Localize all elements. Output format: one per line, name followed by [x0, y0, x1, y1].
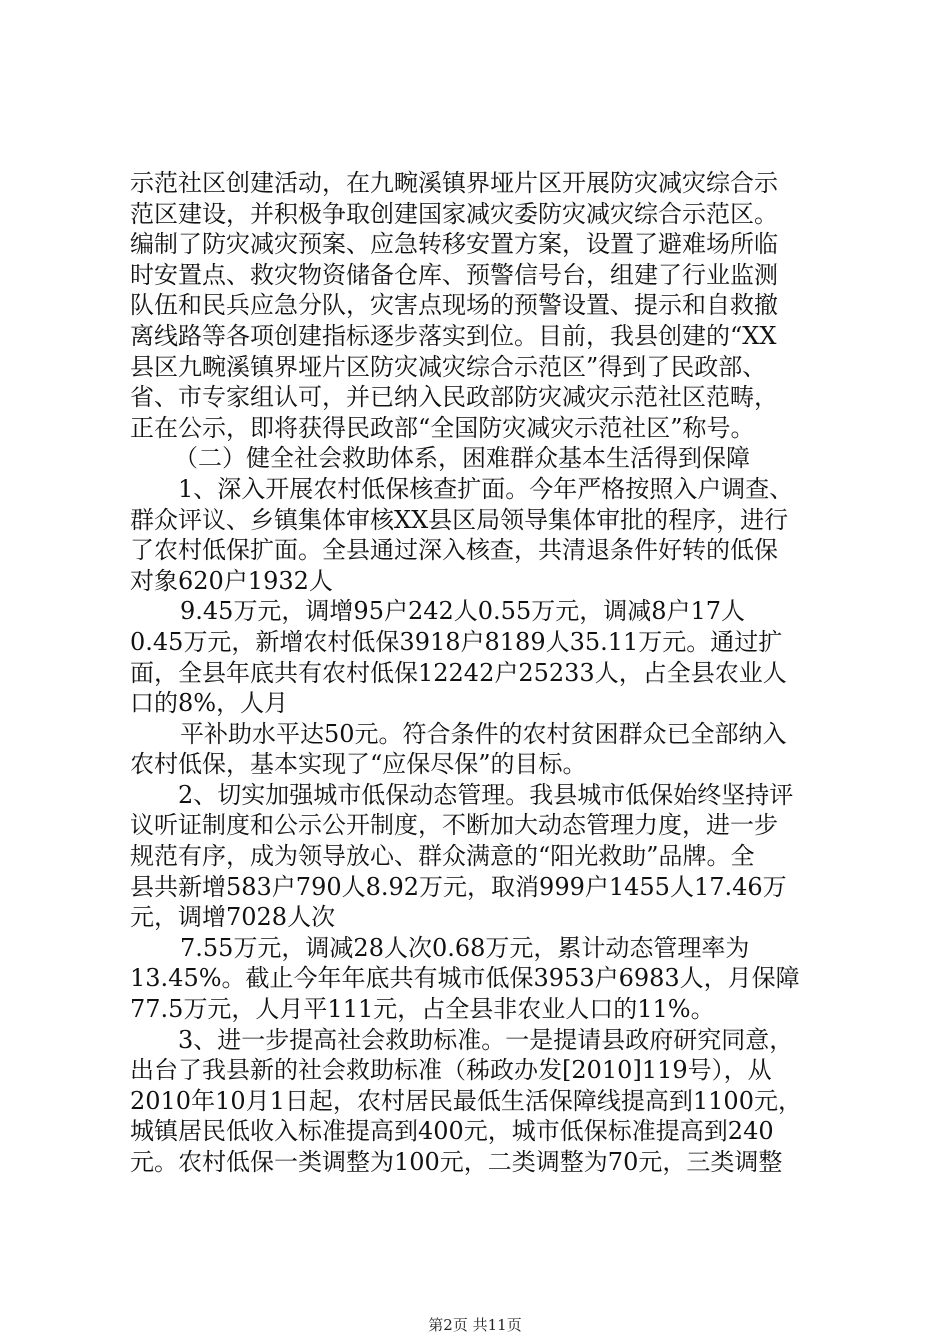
text-line: 队伍和民兵应急分队，灾害点现场的预警设置、提示和自救撤 [130, 291, 778, 320]
text-line: 口的8%，人月 [130, 689, 289, 718]
text-line: 元。农村低保一类调整为100元，二类调整为70元，三类调整 [130, 1148, 783, 1176]
text-line: 元，调增7028人次 [130, 903, 336, 932]
text-line: 0.45万元，新增农村低保3918户8189人35.11万元。通过扩 [130, 627, 783, 656]
text-line: （二）健全社会救助体系，困难群众基本生活得到保障 [174, 444, 750, 473]
text-line: 13.45%。截止今年年底共有城市低保3953户6983人，月保障 [130, 964, 800, 993]
text-line: 离线路等各项创建指标逐步落实到位。目前，我县创建的“XX [130, 321, 777, 350]
text-line: 县共新增583户790人8.92万元，取消999户1455人17.46万 [130, 872, 787, 901]
document-body [130, 168, 830, 1178]
text-line: 省、市专家组认可，并已纳入民政部防灾减灾示范社区范畴， [130, 383, 778, 412]
text-line: 时安置点、救灾物资储备仓库、预警信号台，组建了行业监测 [130, 260, 778, 289]
text-line: 2、切实加强城市低保动态管理。我县城市低保始终坚持评 [178, 780, 794, 809]
text-line: 面，全县年底共有农村低保12242户25233人，占全县农业人 [130, 658, 787, 687]
text-line: 编制了防灾减灾预案、应急转移安置方案，设置了避难场所临 [130, 230, 778, 259]
text-line: 7.55万元，调减28人次0.68万元，累计动态管理率为 [180, 933, 750, 962]
text-line: 出台了我县新的社会救助标准（秭政办发[2010]119号），从 [130, 1056, 772, 1085]
text-line: 2010年10月1日起，农村居民最低生活保障线提高到1100元， [130, 1086, 802, 1115]
text-line: 了农村低保扩面。全县通过深入核查，共清退条件好转的低保 [130, 536, 778, 565]
text-line: 规范有序，成为领导放心、群众满意的“阳光救助”品牌。全 [130, 842, 755, 871]
page-footer: 第2页 共11页 [428, 1316, 522, 1334]
text-line: 县区九畹溪镇界垭片区防灾减灾综合示范区”得到了民政部、 [130, 352, 767, 381]
text-line: 群众评议、乡镇集体审核XX县区局领导集体审批的程序，进行 [130, 505, 789, 534]
text-line: 9.45万元，调增95户242人0.55万元，调减8户17人 [180, 597, 746, 626]
text-line: 3、进一步提高社会救助标准。一是提请县政府研究同意， [178, 1025, 794, 1054]
text-line: 正在公示，即将获得民政部“全国防灾减灾示范社区”称号。 [130, 413, 755, 442]
text-line: 范区建设，并积极争取创建国家减灾委防灾减灾综合示范区。 [130, 199, 778, 228]
text-line: 1、深入开展农村低保核查扩面。今年严格按照入户调查、 [178, 474, 794, 503]
text-line: 平补助水平达50元。符合条件的农村贫困群众已全部纳入 [180, 719, 787, 748]
text-line: 示范社区创建活动，在九畹溪镇界垭片区开展防灾减灾综合示 [130, 169, 778, 197]
text-line: 77.5万元，人月平111元，占全县非农业人口的11%。 [130, 995, 715, 1024]
text-line: 对象620户1932人 [130, 566, 333, 595]
text-line: 城镇居民低收入标准提高到400元，城市低保标准提高到240 [130, 1117, 774, 1146]
text-line: 议听证制度和公示公开制度，不断加大动态管理力度，进一步 [130, 811, 778, 840]
text-line: 农村低保，基本实现了“应保尽保”的目标。 [130, 750, 587, 779]
